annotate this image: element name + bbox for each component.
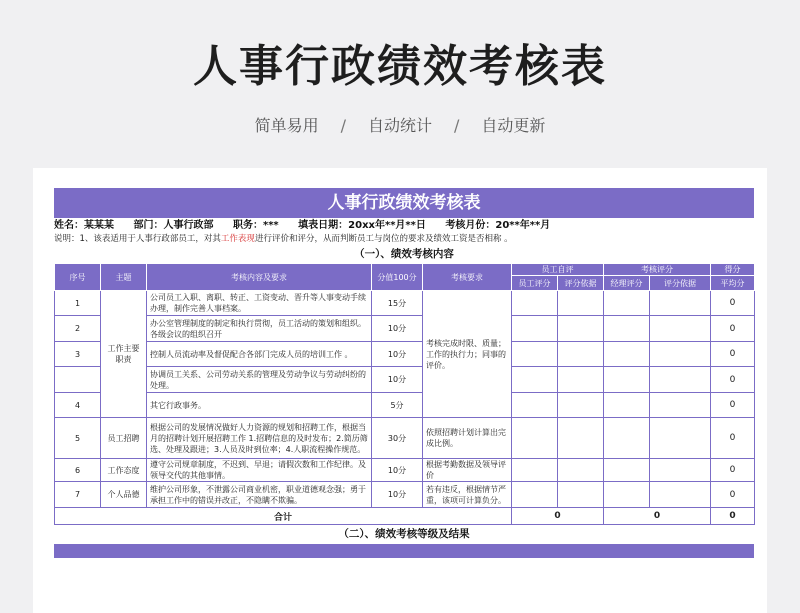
tag-easy: 简单易用 bbox=[254, 116, 319, 135]
cell-value[interactable]: 5分 bbox=[372, 393, 423, 418]
cell-value[interactable]: 10分 bbox=[372, 459, 423, 482]
table-row bbox=[55, 482, 755, 508]
info-name: 姓名：某某某 bbox=[54, 220, 114, 231]
cell-self-basis[interactable] bbox=[558, 291, 604, 316]
header-average: 平均分 bbox=[711, 276, 755, 291]
spreadsheet-preview bbox=[33, 168, 767, 613]
cell-review-basis[interactable] bbox=[650, 291, 711, 316]
cell-average[interactable]: 0 bbox=[711, 367, 755, 393]
cell-content[interactable]: 遵守公司规章制度，不迟到、早退；请假次数和工作纪律。及领导交代的其他事情。 bbox=[147, 459, 372, 482]
cell-manager-score[interactable] bbox=[604, 291, 650, 316]
info-row bbox=[54, 218, 754, 233]
tag-auto-stat: 自动统计 bbox=[367, 116, 432, 135]
cell-manager-score[interactable] bbox=[604, 459, 650, 482]
sheet-title: 人事行政绩效考核表 bbox=[54, 188, 754, 218]
total-manager[interactable]: 0 bbox=[604, 508, 711, 525]
cell-manager-score[interactable] bbox=[604, 342, 650, 367]
cell-self-score[interactable] bbox=[512, 418, 558, 459]
cell-review-basis[interactable] bbox=[650, 482, 711, 508]
cell-theme-duty[interactable]: 工作主要职责 bbox=[101, 291, 147, 418]
cell-content[interactable]: 维护公司形象，不泄露公司商业机密，职业道德观念强；勇于承担工作中的错误并改正，不隐瞒不欺骗。 bbox=[147, 482, 372, 508]
cell-self-basis[interactable] bbox=[558, 316, 604, 342]
cell-value[interactable]: 10分 bbox=[372, 316, 423, 342]
info-fill-date: 填表日期：20xx年**月**日 bbox=[298, 220, 426, 231]
total-row bbox=[55, 508, 755, 525]
cell-self-basis[interactable] bbox=[558, 482, 604, 508]
cell-seq[interactable]: 4 bbox=[55, 393, 101, 418]
note-text-end: 进行评价和评分，从而判断员工与岗位的要求及绩效工资是否相称 。 bbox=[254, 234, 513, 244]
header-score-value: 分值100分 bbox=[372, 264, 423, 291]
cell-manager-score[interactable] bbox=[604, 482, 650, 508]
table-row bbox=[55, 342, 755, 367]
total-label: 合计 bbox=[55, 508, 512, 525]
table-row bbox=[55, 459, 755, 482]
cell-value[interactable]: 10分 bbox=[372, 342, 423, 367]
cell-requirement-duty[interactable]: 考核完成时限、质量；工作的执行力；同事的评价。 bbox=[423, 291, 512, 418]
cell-self-score[interactable] bbox=[512, 367, 558, 393]
cell-average[interactable]: 0 bbox=[711, 459, 755, 482]
header-content: 考核内容及要求 bbox=[147, 264, 372, 291]
cell-self-score[interactable] bbox=[512, 316, 558, 342]
cell-seq[interactable]: 1 bbox=[55, 291, 101, 316]
cell-requirement-recruit[interactable]: 依照招聘计划计算出完成比例。 bbox=[423, 418, 512, 459]
total-average[interactable]: 0 bbox=[711, 508, 755, 525]
cell-self-score[interactable] bbox=[512, 291, 558, 316]
cell-value[interactable]: 10分 bbox=[372, 482, 423, 508]
info-dept: 部门：人事行政部 bbox=[133, 220, 214, 231]
cell-value[interactable]: 30分 bbox=[372, 418, 423, 459]
cell-content[interactable]: 公司员工入职、离职、转正、工资变动、晋升等人事变动手续办理，制作完善人事档案。 bbox=[147, 291, 372, 316]
total-self[interactable]: 0 bbox=[512, 508, 604, 525]
grade-header-band bbox=[54, 544, 754, 558]
header-score: 得分 bbox=[711, 264, 755, 276]
tag-separator: / bbox=[340, 116, 346, 135]
cell-value[interactable]: 10分 bbox=[372, 367, 423, 393]
tag-separator: / bbox=[454, 116, 460, 135]
cell-self-score[interactable] bbox=[512, 393, 558, 418]
cell-seq[interactable]: 3 bbox=[55, 342, 101, 367]
cell-content[interactable]: 其它行政事务。 bbox=[147, 393, 372, 418]
cell-content[interactable]: 办公室管理制度的制定和执行贯彻，员工活动的策划和组织。各级会议的组织召开 bbox=[147, 316, 372, 342]
cell-self-basis[interactable] bbox=[558, 418, 604, 459]
cell-seq[interactable]: 2 bbox=[55, 316, 101, 342]
hero-subtitle bbox=[0, 113, 800, 136]
tag-auto-update: 自动更新 bbox=[481, 116, 546, 135]
cell-review-basis[interactable] bbox=[650, 459, 711, 482]
cell-requirement-attitude[interactable]: 根据考勤数据及领导评价 bbox=[423, 459, 512, 482]
cell-self-score[interactable] bbox=[512, 459, 558, 482]
table-row bbox=[55, 316, 755, 342]
info-position: 职务：*** bbox=[232, 220, 279, 231]
header-review-basis: 评分依据 bbox=[650, 276, 711, 291]
header-manager-score: 经理评分 bbox=[604, 276, 650, 291]
info-review-month: 考核月份：20**年**月 bbox=[445, 220, 551, 231]
cell-average[interactable]: 0 bbox=[711, 291, 755, 316]
cell-theme-attitude[interactable]: 工作态度 bbox=[101, 459, 147, 482]
cell-requirement-ethics[interactable]: 若有违反，根据情节严重，该项可计算负分。 bbox=[423, 482, 512, 508]
cell-self-basis[interactable] bbox=[558, 342, 604, 367]
note-text: 说明：1、该表适用于人事行政部员工，对其 bbox=[54, 234, 221, 244]
cell-manager-score[interactable] bbox=[604, 418, 650, 459]
header-self-score: 员工评分 bbox=[512, 276, 558, 291]
cell-manager-score[interactable] bbox=[604, 393, 650, 418]
cell-average[interactable]: 0 bbox=[711, 342, 755, 367]
hero-title: 人事行政绩效考核表 bbox=[193, 41, 607, 92]
cell-review-basis[interactable] bbox=[650, 342, 711, 367]
cell-self-score[interactable] bbox=[512, 342, 558, 367]
cell-value[interactable]: 15分 bbox=[372, 291, 423, 316]
cell-manager-score[interactable] bbox=[604, 316, 650, 342]
cell-theme-recruit[interactable]: 员工招聘 bbox=[101, 418, 147, 459]
header-review-eval: 考核评分 bbox=[604, 264, 711, 276]
section-title-grade: （二）、绩效考核等级及结果 bbox=[338, 528, 470, 540]
cell-seq[interactable]: 5 bbox=[55, 418, 101, 459]
header-requirement: 考核要求 bbox=[423, 264, 512, 291]
cell-review-basis[interactable] bbox=[650, 393, 711, 418]
cell-theme-ethics[interactable]: 个人品德 bbox=[101, 482, 147, 508]
assessment-table bbox=[54, 263, 755, 525]
cell-seq[interactable]: 6 bbox=[55, 459, 101, 482]
table-row bbox=[55, 291, 755, 316]
note bbox=[54, 233, 754, 246]
note-highlight: 工作表现 bbox=[220, 234, 255, 244]
cell-self-score[interactable] bbox=[512, 482, 558, 508]
cell-content[interactable]: 协调员工关系、公司劳动关系的管理及劳动争议与劳动纠纷的处理。 bbox=[147, 367, 372, 393]
cell-review-basis[interactable] bbox=[650, 418, 711, 459]
header-self-basis: 评分依据 bbox=[558, 276, 604, 291]
cell-self-basis[interactable] bbox=[558, 367, 604, 393]
cell-seq[interactable] bbox=[55, 367, 101, 393]
section-title-content: （一）、绩效考核内容 bbox=[354, 248, 454, 260]
cell-review-basis[interactable] bbox=[650, 316, 711, 342]
cell-average[interactable]: 0 bbox=[711, 482, 755, 508]
cell-average[interactable]: 0 bbox=[711, 316, 755, 342]
cell-self-basis[interactable] bbox=[558, 393, 604, 418]
cell-seq[interactable]: 7 bbox=[55, 482, 101, 508]
table-row bbox=[55, 393, 755, 418]
header-self-eval: 员工自评 bbox=[512, 264, 604, 276]
cell-manager-score[interactable] bbox=[604, 367, 650, 393]
cell-self-basis[interactable] bbox=[558, 459, 604, 482]
header-theme: 主题 bbox=[101, 264, 147, 291]
header-seq: 序号 bbox=[55, 264, 101, 291]
cell-average[interactable]: 0 bbox=[711, 393, 755, 418]
cell-content[interactable]: 根据公司的发展情况做好人力资源的规划和招聘工作，根据当月的招聘计划开展招聘工作 1.招聘信息的及时发布；2.简历筛选、处理及跟进；3.人员及时到位率；4.人职流程操作规范。 bbox=[147, 418, 372, 459]
table-row bbox=[55, 367, 755, 393]
cell-content[interactable]: 控制人员流动率及督促配合各部门完成人员的培训工作 。 bbox=[147, 342, 372, 367]
cell-review-basis[interactable] bbox=[650, 367, 711, 393]
table-row bbox=[55, 418, 755, 459]
cell-average[interactable]: 0 bbox=[711, 418, 755, 459]
